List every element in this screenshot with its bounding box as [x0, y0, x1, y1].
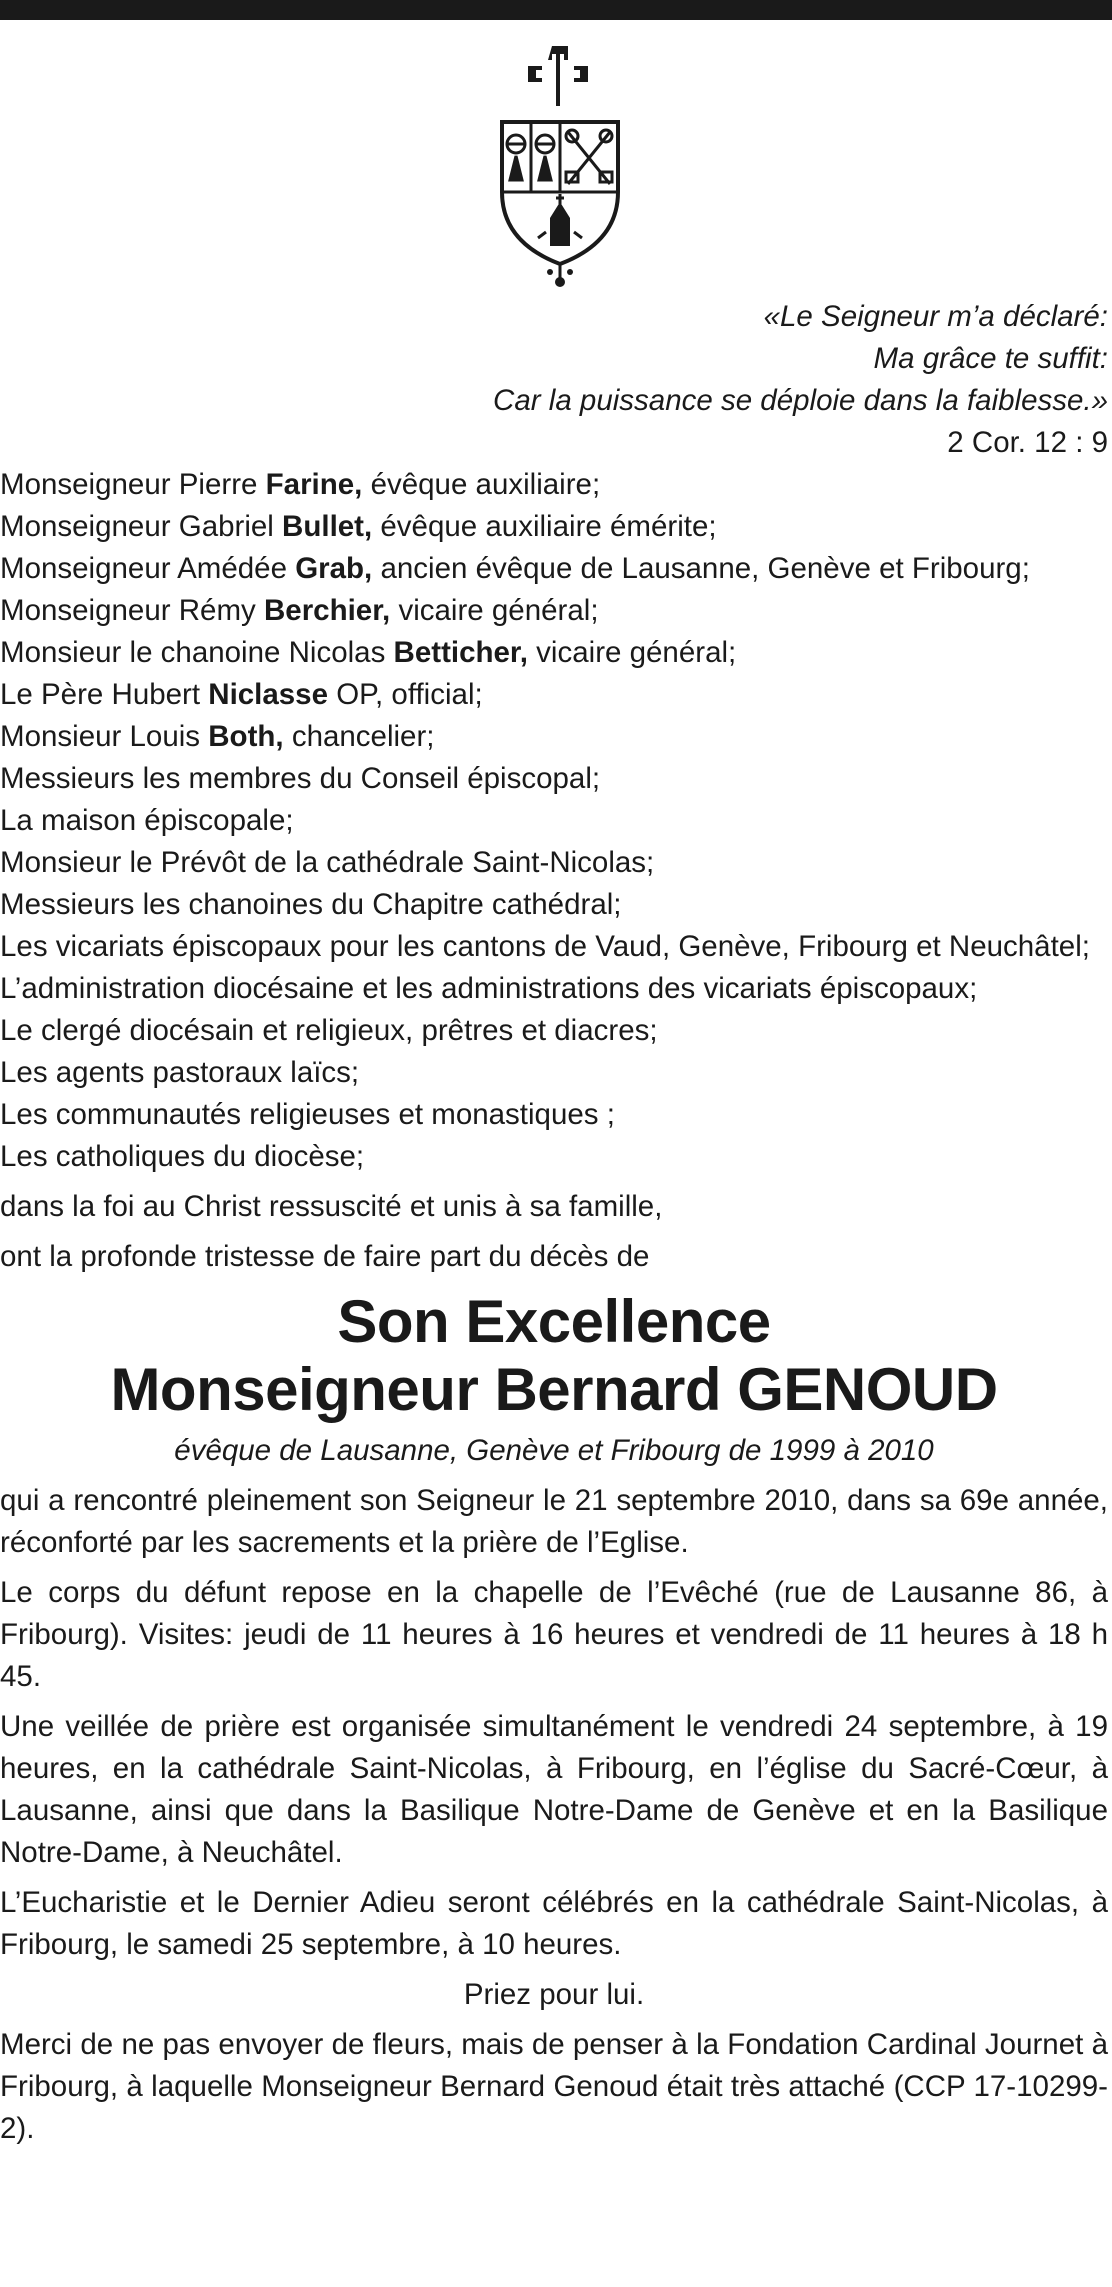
mourner-surname: Bullet, — [282, 510, 373, 543]
group-line: Les agents pastoraux laïcs; — [0, 1056, 360, 1089]
mourner-line: Monseigneur Amédée Grab, ancien évêque de Lausanne, Genève et Fribourg; — [0, 552, 1030, 585]
mourner-line: Monsieur le chanoine Nicolas Betticher, vicaire général; — [0, 636, 737, 669]
group-line: Les vicariats épiscopaux pour les cantons de Vaud, Genève, Fribourg et Neuchâtel; — [0, 930, 1090, 963]
notice-paragraph: Le corps du défunt repose en la chapelle de l’Evêché (rue de Lausanne 86, à Fribourg). Visites: jeudi de 11 heures à 16 heures et vendredi de 11 heures à 18 h 45. — [0, 1576, 1108, 1693]
mourner-line: Monseigneur Rémy Berchier, vicaire général; — [0, 594, 599, 627]
epigraph-line: Ma grâce te suffit: — [873, 342, 1108, 375]
notice-paragraph: qui a rencontré pleinement son Seigneur le 21 septembre 2010, dans sa 69e année, réconforté par les sacrements et la prière de l’Eglise. — [0, 1484, 1108, 1559]
notice-paragraph: Une veillée de prière est organisée simultanément le vendredi 24 septembre, à 19 heures, en la cathédrale Saint-Nicolas, à Fribourg, en l’église du Sacré-Cœur, à Lausanne, ainsi que dans la Basilique Notre-Dame de Genève et en la Basilique Notre-Dame, à Neuchâtel. — [0, 1710, 1108, 1869]
mourner-surname: Both, — [208, 720, 284, 753]
intro-line: ont la profonde tristesse de faire part du décès de — [0, 1240, 650, 1273]
epigraph-line: «Le Seigneur m’a déclaré: — [763, 300, 1108, 333]
epigraph-line: Car la puissance se déploie dans la faiblesse.» — [493, 384, 1108, 417]
epigraph-reference: 2 Cor. 12 : 9 — [947, 426, 1108, 459]
mourner-line: Le Père Hubert Niclasse OP, official; — [0, 678, 483, 711]
group-line: Les catholiques du diocèse; — [0, 1140, 365, 1173]
obituary-notice — [0, 296, 1108, 2150]
group-line: Le clergé diocésain et religieux, prêtres et diacres; — [0, 1014, 658, 1047]
closing-paragraph: Merci de ne pas envoyer de fleurs, mais de penser à la Fondation Cardinal Journet à Fribourg, à laquelle Monseigneur Bernard Genoud était très attaché (CCP 17-10299-2). — [0, 2028, 1108, 2145]
group-line: Messieurs les membres du Conseil épiscopal; — [0, 762, 601, 795]
mourner-line: Monseigneur Pierre Farine, évêque auxiliaire; — [0, 468, 601, 501]
mourners-list — [0, 464, 1108, 1178]
mourner-surname: Farine, — [265, 468, 363, 501]
prayer-line: Priez pour lui. — [463, 1978, 645, 2011]
group-line: La maison épiscopale; — [0, 804, 294, 837]
deceased-title — [0, 1288, 1108, 1424]
mourner-surname: Berchier, — [263, 594, 391, 627]
mourner-line: Monseigneur Gabriel Bullet, évêque auxiliaire émérite; — [0, 510, 717, 543]
group-line: Les communautés religieuses et monastiques ; — [0, 1098, 615, 1131]
deceased-office: évêque de Lausanne, Genève et Fribourg de 1999 à 2010 — [174, 1434, 934, 1467]
mourner-surname: Betticher, — [393, 636, 528, 669]
deceased-name: Monseigneur Bernard GENOUD — [110, 1356, 998, 1423]
top-rule — [0, 0, 1112, 20]
intro-line: dans la foi au Christ ressuscité et unis à sa famille, — [0, 1190, 663, 1223]
mourner-surname: Niclasse — [208, 678, 328, 711]
notice-paragraph: L’Eucharistie et le Dernier Adieu seront célébrés en la cathédrale Saint-Nicolas, à Fribourg, le samedi 25 septembre, à 10 heures. — [0, 1886, 1108, 1961]
deceased-title-line: Son Excellence — [337, 1288, 771, 1355]
epigraph — [0, 296, 1108, 422]
group-line: L’administration diocésaine et les administrations des vicariats épiscopaux; — [0, 972, 978, 1005]
mourner-surname: Grab, — [295, 552, 373, 585]
episcopal-coat-of-arms-icon — [492, 42, 628, 290]
group-line: Monsieur le Prévôt de la cathédrale Saint-Nicolas; — [0, 846, 655, 879]
group-line: Messieurs les chanoines du Chapitre cathédral; — [0, 888, 622, 921]
mourner-line: Monsieur Louis Both, chancelier; — [0, 720, 435, 753]
